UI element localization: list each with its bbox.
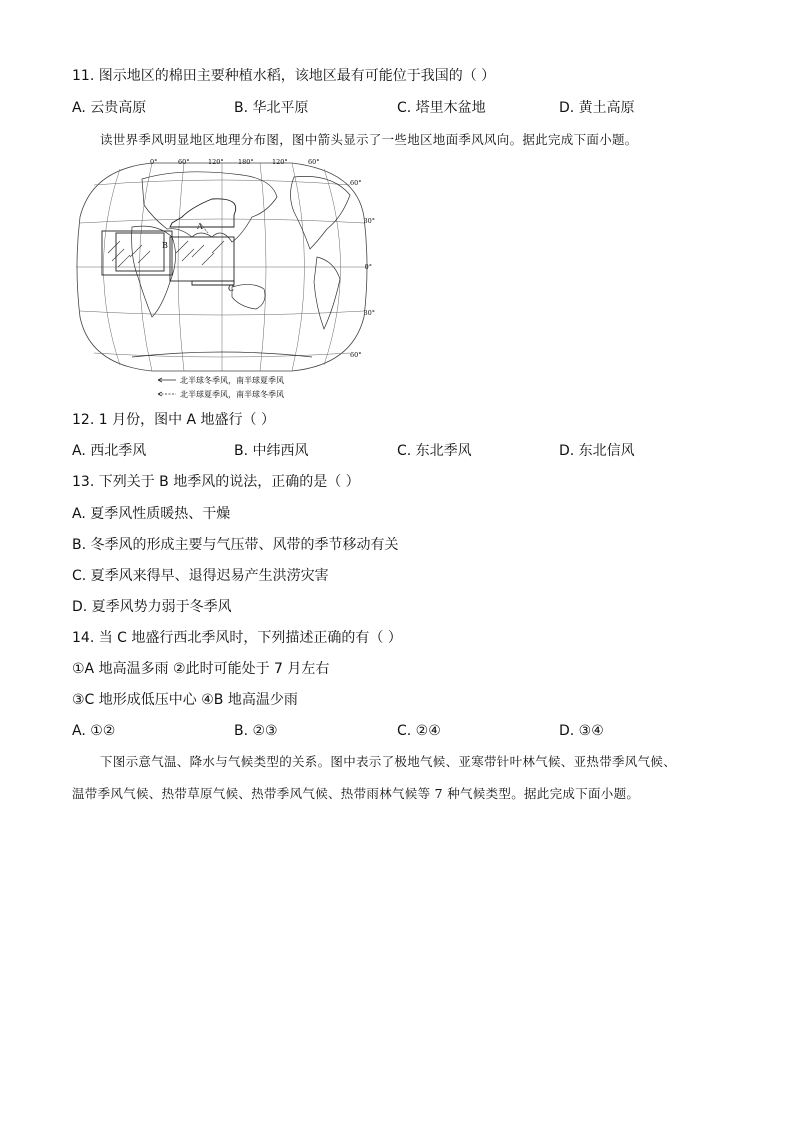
legend-item-solid: 北半球冬季风，南半球夏季风 [180, 376, 284, 385]
q13-option-c: C. 夏季风来得早、退得迟易产生洪涝灾害 [72, 568, 329, 584]
q14-statements-1: ①A 地高温多雨 ②此时可能处于 7 月左右 [72, 661, 330, 677]
svg-text:0°: 0° [364, 263, 372, 271]
svg-text:30°: 30° [363, 309, 375, 317]
intro-climate-line2: 温带季风气候、热带草原气候、热带季风气候、热带雨林气候等 7 种气候类型。据此完成下面小题。 [72, 786, 640, 801]
svg-text:60°: 60° [350, 351, 362, 359]
svg-text:60°: 60° [350, 179, 362, 187]
map-legend [158, 375, 284, 400]
svg-text:0°: 0° [150, 158, 158, 166]
svg-text:60°: 60° [178, 158, 190, 166]
longitude-labels [150, 158, 320, 166]
q14-option-b: B. ②③ [234, 723, 278, 739]
map-region-label-c: C [228, 284, 235, 293]
q14-stem: 14. 当 C 地盛行西北季风时，下列描述正确的有（ ） [72, 630, 402, 646]
q14-statements-2: ③C 地形成低压中心 ④B 地高温少雨 [72, 692, 298, 708]
q12-option-d: D. 东北信风 [559, 443, 635, 459]
q11-option-d: D. 黄土高原 [559, 100, 635, 116]
monsoon-world-map [72, 157, 375, 402]
svg-text:120°: 120° [208, 158, 224, 166]
q11-option-a: A. 云贵高原 [72, 100, 147, 116]
map-region-label-a: A [197, 222, 203, 231]
q12-options [72, 441, 722, 461]
q13-stem: 13. 下列关于 B 地季风的说法，正确的是（ ） [72, 474, 360, 490]
q12-option-c: C. 东北季风 [397, 443, 472, 459]
q14-option-a: A. ①② [72, 723, 116, 739]
q12-option-b: B. 中纬西风 [234, 443, 309, 459]
q12-stem: 12. 1 月份，图中 A 地盛行（ ） [72, 412, 275, 428]
monsoon-regions [102, 199, 236, 285]
svg-text:30°: 30° [363, 217, 375, 225]
intro-monsoon-map: 读世界季风明显地区地理分布图，图中箭头显示了一些地区地面季风风向。据此完成下面小题。 [100, 132, 638, 147]
q14-option-c: C. ②④ [397, 723, 441, 739]
svg-text:180°: 180° [238, 158, 254, 166]
q11-stem: 11. 图示地区的棉田主要种植水稻，该地区最有可能位于我国的（ ） [72, 68, 496, 84]
intro-climate-line1: 下图示意气温、降水与气候类型的关系。图中表示了极地气候、亚寒带针叶林气候、亚热带季风气候、 [100, 754, 677, 769]
q11-option-c: C. 塔里木盆地 [397, 100, 486, 116]
q14-option-d: D. ③④ [559, 723, 604, 739]
q11-options [72, 98, 722, 118]
q13-option-a: A. 夏季风性质暖热、干燥 [72, 506, 231, 522]
q14-options [72, 721, 722, 741]
legend-item-dashed: 北半球夏季风，南半球冬季风 [180, 390, 284, 399]
svg-text:60°: 60° [308, 158, 320, 166]
q13-option-b: B. 冬季风的形成主要与气压带、风带的季节移动有关 [72, 537, 399, 553]
q12-option-a: A. 西北季风 [72, 443, 147, 459]
q11-option-b: B. 华北平原 [234, 100, 309, 116]
svg-text:120°: 120° [272, 158, 288, 166]
map-region-label-b: B [162, 241, 168, 250]
latitude-labels [350, 179, 375, 359]
q13-option-d: D. 夏季风势力弱于冬季风 [72, 599, 232, 615]
